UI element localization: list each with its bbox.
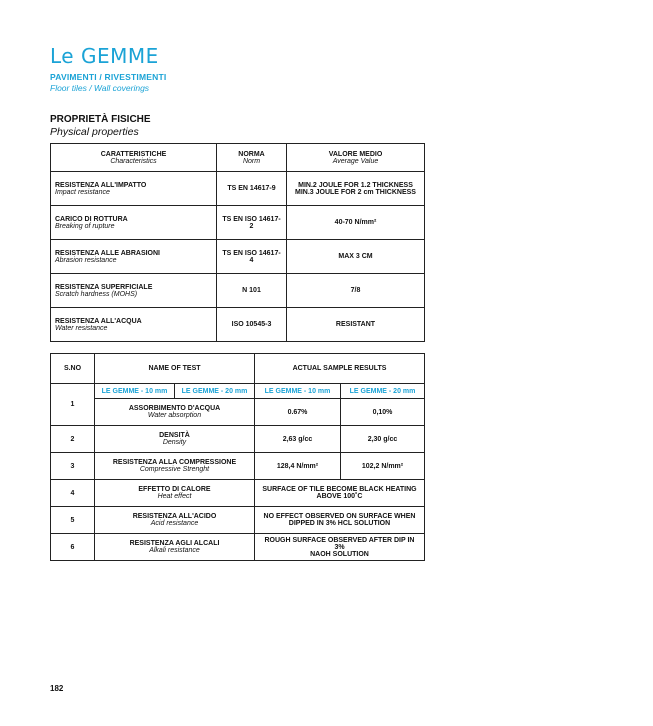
- header-norm: NORMA Norm: [217, 144, 287, 172]
- section-title: PROPRIETÀ FISICHE: [50, 114, 151, 125]
- subheader-row: [51, 384, 425, 399]
- table-row: CARICO DI ROTTURA Breaking of rupture TS EN ISO 14617-2 40-70 N/mm²: [51, 206, 425, 240]
- header-actual-results: ACTUAL SAMPLE RESULTS: [255, 354, 425, 384]
- subtitle-italian: PAVIMENTI / RIVESTIMENTI: [50, 72, 167, 82]
- section-subtitle: Physical properties: [50, 126, 139, 138]
- table-row: 2 DENSITÀ Density 2,63 g/cc 2,30 g/cc: [51, 426, 425, 453]
- page-title: Le GEMME: [50, 44, 159, 68]
- table-row: 4 EFFETTO DI CALORE Heat effect SURFACE OF TILE BECOME BLACK HEATING ABOVE 100˚C: [51, 480, 425, 507]
- subheader-cell: LE GEMME - 20 mm: [341, 384, 425, 399]
- header-sno: S.NO: [51, 354, 95, 384]
- table-row: RESISTENZA SUPERFICIALE Scratch hardness (MOHS) N 101 7/8: [51, 274, 425, 308]
- table-row: RESISTENZA ALL'IMPATTO Impact resistance TS EN 14617-9 MIN.2 JOULE FOR 1.2 THICKNESS MIN.3 JOULE FOR 2 cm THICKNESS: [51, 172, 425, 206]
- properties-table: [50, 143, 425, 342]
- table-header-row: [51, 354, 425, 384]
- table-header-row: [51, 144, 425, 172]
- table-row: 5 RESISTENZA ALL'ACIDO Acid resistance NO EFFECT OBSERVED ON SURFACE WHEN DIPPED IN 3% HCL SOLUTION: [51, 507, 425, 534]
- page-number: 182: [50, 684, 64, 693]
- row-number: 1: [51, 384, 95, 426]
- table-row: ASSORBIMENTO D'ACQUA Water absorption 0.67% 0,10%: [51, 399, 425, 426]
- header-characteristics: CARATTERISTICHE Characteristics: [51, 144, 217, 172]
- table-row: RESISTENZA ALLE ABRASIONI Abrasion resistance TS EN ISO 14617-4 MAX 3 CM: [51, 240, 425, 274]
- subheader-cell: LE GEMME - 10 mm: [95, 384, 175, 399]
- table-row: 3 RESISTENZA ALLA COMPRESSIONE Compressive Strenght 128,4 N/mm² 102,2 N/mm²: [51, 453, 425, 480]
- table-row: RESISTENZA ALL'ACQUA Water resistance ISO 10545-3 RESISTANT: [51, 308, 425, 342]
- subtitle-english: Floor tiles / Wall coverings: [50, 83, 150, 93]
- table-row: 6 RESISTENZA AGLI ALCALI Alkali resistance ROUGH SURFACE OBSERVED AFTER DIP IN 3% NAOH SOLUTION: [51, 534, 425, 561]
- test-results-table: [50, 353, 425, 561]
- header-average-value: VALORE MEDIO Average Value: [287, 144, 425, 172]
- subheader-cell: LE GEMME - 20 mm: [175, 384, 255, 399]
- subheader-cell: LE GEMME - 10 mm: [255, 384, 341, 399]
- header-name-of-test: NAME OF TEST: [95, 354, 255, 384]
